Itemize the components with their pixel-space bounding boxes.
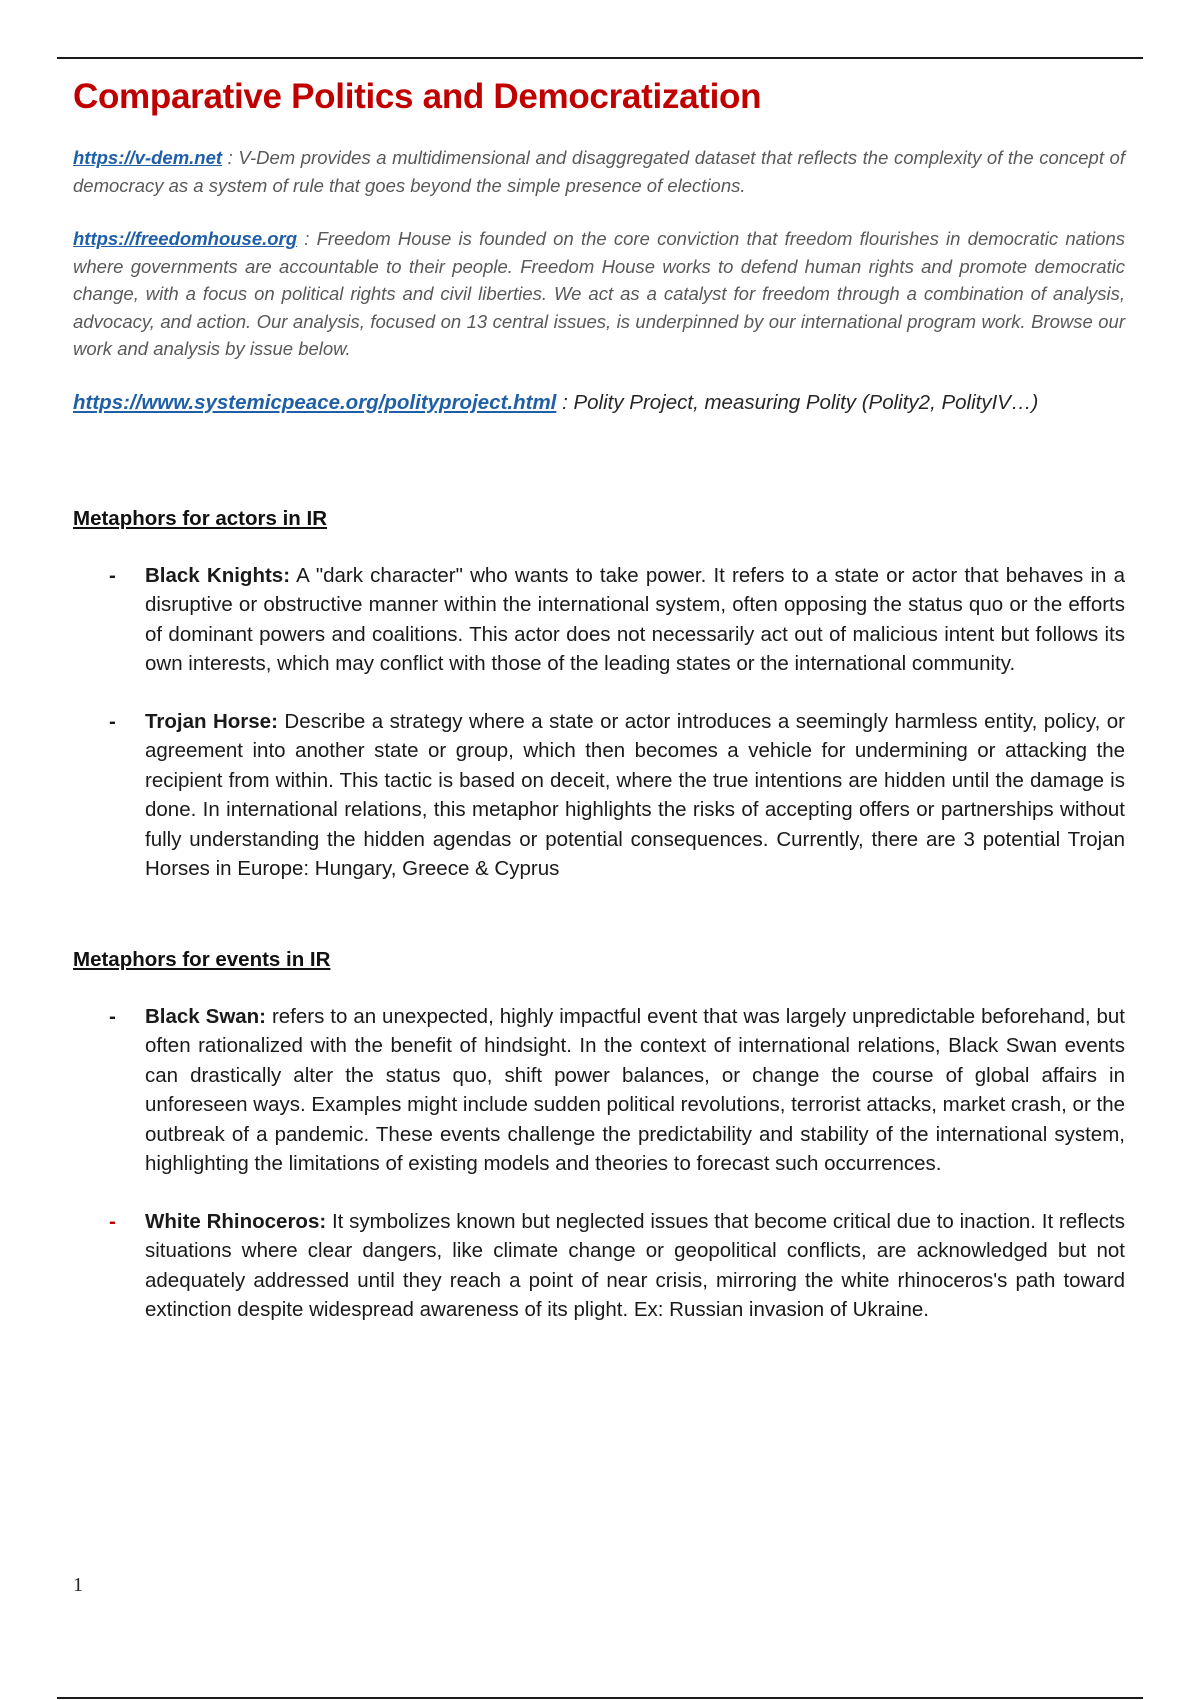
source-freedomhouse: [73, 225, 1125, 363]
document-page: [73, 74, 1125, 1325]
term-trojan-horse: Trojan Horse:: [145, 709, 278, 733]
list-item-black-knights: [73, 561, 1125, 679]
term-black-swan: Black Swan:: [145, 1004, 267, 1028]
page-number: 1: [73, 1574, 83, 1596]
document-title: Comparative Politics and Democratization: [73, 77, 762, 116]
bullet-dash-red: -: [109, 1209, 116, 1233]
term-white-rhinoceros: White Rhinoceros:: [145, 1209, 327, 1233]
definition-trojan-horse: Describe a strategy where a state or actor introduces a seemingly harmless entity, policy, or agreement into another state or group, which then becomes a vehicle for undermining or attacking the recipient from within. This tactic is based on deceit, where the true intentions are hidden until the damage is done. In international relations, this metaphor highlights the risks of accepting offers or partnerships without fully understanding the hidden agendas or potential consequences. Currently, there are 3 potential Trojan Horses in Europe: Hungary, Greece & Cyprus: [145, 709, 1126, 880]
term-black-knights: Black Knights:: [145, 563, 291, 587]
section-heading-events: Metaphors for events in IR: [73, 947, 331, 971]
actors-list: [73, 561, 1125, 884]
vdem-description: : V-Dem provides a multidimensional and disaggregated dataset that reflects the complexity of the concept of democracy as a system of rule that goes beyond the simple presence of elections.: [73, 147, 1125, 196]
freedomhouse-description: : Freedom House is founded on the core conviction that freedom flourishes in democratic nations where governments are accountable to their people. Freedom House works to defend human rights and promote democratic change, with a focus on political rights and civil liberties. We act as a catalyst for freedom through a combination of analysis, advocacy, and action. Our analysis, focused on 13 central issues, is underpinned by our international program work. Browse our work and analysis by issue below.: [73, 228, 1125, 359]
bullet-dash: -: [109, 563, 116, 587]
bullet-dash: -: [109, 1004, 116, 1028]
freedomhouse-link[interactable]: https://freedomhouse.org: [73, 228, 298, 249]
list-item-black-swan: [73, 1002, 1125, 1179]
events-list: [73, 1002, 1125, 1325]
definition-black-knights: A "dark character" who wants to take power. It refers to a state or actor that behaves in a disruptive or obstructive manner within the international system, often opposing the status quo or the efforts of dominant powers and coalitions. This actor does not necessarily act out of malicious intent but follows its own interests, which may conflict with those of the leading states or the international community.: [145, 563, 1125, 675]
bottom-rule: [57, 1697, 1143, 1699]
top-rule: [57, 57, 1143, 59]
source-polity: [73, 389, 1125, 417]
source-vdem: [73, 144, 1125, 199]
definition-black-swan: refers to an unexpected, highly impactful event that was largely unpredictable beforehand, but often rationalized with the benefit of hindsight. In the context of international relations, Black Swan events can drastically alter the status quo, shift power balances, or change the course of global affairs in unforeseen ways. Examples might include sudden political revolutions, terrorist attacks, market crash, or the outbreak of a pandemic. These events challenge the predictability and stability of the international system, highlighting the limitations of existing models and theories to forecast such occurrences.: [145, 1004, 1125, 1175]
vdem-link[interactable]: https://v-dem.net: [73, 147, 223, 168]
list-item-white-rhinoceros: [73, 1207, 1125, 1325]
definition-white-rhinoceros: It symbolizes known but neglected issues that become critical due to inaction. It reflects situations where clear dangers, like climate change or geopolitical conflicts, are acknowledged but not adequately addressed until they reach a point of near crisis, mirroring the white rhinoceros's path toward extinction despite widespread awareness of its plight. Ex: Russian invasion of Ukraine.: [145, 1209, 1126, 1321]
section-heading-actors: Metaphors for actors in IR: [73, 506, 328, 530]
bullet-dash: -: [109, 709, 116, 733]
list-item-trojan-horse: [73, 707, 1125, 884]
polity-link[interactable]: https://www.systemicpeace.org/polityproject.html: [73, 390, 557, 414]
polity-description: : Polity Project, measuring Polity (Polity2, PolityIV…): [556, 390, 1039, 414]
